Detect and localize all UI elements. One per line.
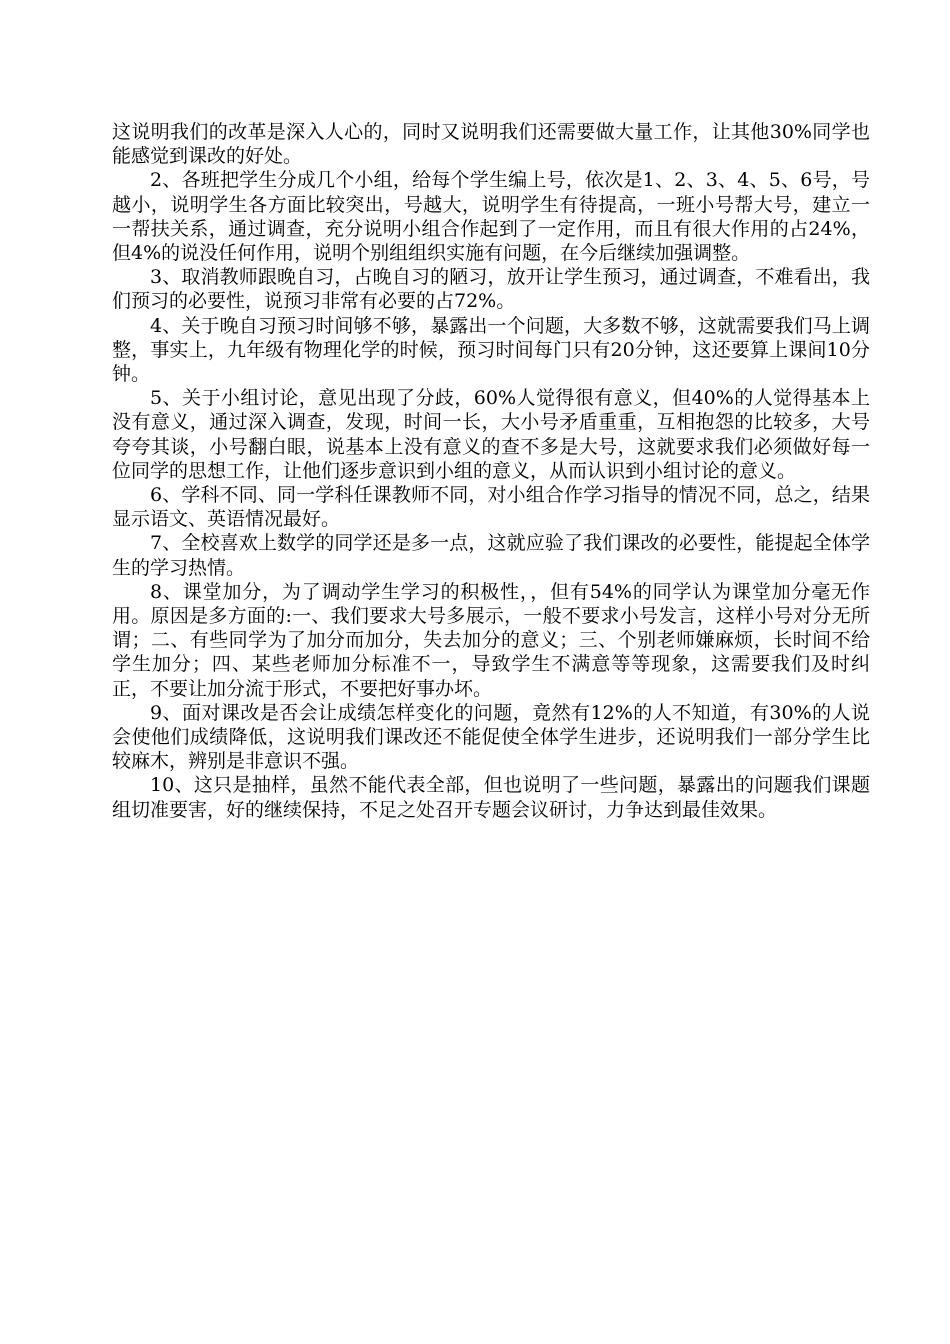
paragraph-item-2: 2、各班把学生分成几个小组，给每个学生编上号，依次是1、2、3、4、5、6号，号越小，说明学生各方面比较突出，号越大，说明学生有待提高，一班小号帮大号，建立一一帮扶关系，通过调查，充分说明小组合作起到了一定作用，而且有很大作用的占24%，但4%的说没任何作用，说明个别组组织实施有问题，在今后继续加强调整。 <box>112 169 870 265</box>
paragraph-item-3: 3、取消教师跟晚自习，占晚自习的陋习，放开让学生预习，通过调查，不难看出，我们预习的必要性，说预习非常有必要的占72%。 <box>112 266 870 313</box>
paragraph-item-7: 7、全校喜欢上数学的同学还是多一点，这就应验了我们课改的必要性，能提起全体学生的学习热情。 <box>112 532 870 579</box>
paragraph-item-6: 6、学科不同、同一学科任课教师不同，对小组合作学习指导的情况不同，总之，结果显示语文、英语情况最好。 <box>112 484 870 531</box>
document-body <box>112 120 870 822</box>
paragraph-item-8: 8、课堂加分，为了调动学生学习的积极性，，但有54%的同学认为课堂加分毫无作用。原因是多方面的:一、我们要求大号多展示，一般不要求小号发言，这样小号对分无所谓；二、有些同学为了加分而加分，失去加分的意义；三、个别老师嫌麻烦，长时间不给学生加分；四、某些老师加分标准不一，导致学生不满意等等现象，这需要我们及时纠正，不要让加分流于形式，不要把好事办坏。 <box>112 580 870 700</box>
paragraph-item-5: 5、关于小组讨论，意见出现了分歧，60%人觉得很有意义，但40%的人觉得基本上没有意义，通过深入调查，发现，时间一长，大小号矛盾重重，互相抱怨的比较多，大号夸夸其谈，小号翻白眼，说基本上没有意义的查不多是大号，这就要求我们必须做好每一位同学的思想工作，让他们逐步意识到小组的意义，从而认识到小组讨论的意义。 <box>112 387 870 482</box>
paragraph-item-9: 9、面对课改是否会让成绩怎样变化的问题，竟然有12%的人不知道，有30%的人说会使他们成绩降低，这说明我们课改还不能促使全体学生进步，还说明我们一部分学生比较麻木，辨别是非意识不强。 <box>112 701 870 773</box>
paragraph-item-4: 4、关于晚自习预习时间够不够，暴露出一个问题，大多数不够，这就需要我们马上调整，事实上，九年级有物理化学的时候，预习时间每门只有20分钟，这还要算上课间10分钟。 <box>112 314 870 386</box>
paragraph-item-10: 10、这只是抽样，虽然不能代表全部，但也说明了一些问题，暴露出的问题我们课题组切准要害，好的继续保持，不足之处召开专题会议研讨，力争达到最佳效果。 <box>112 774 870 821</box>
paragraph-continuation: 这说明我们的改革是深入人心的，同时又说明我们还需要做大量工作，让其他30%同学也能感觉到课改的好处。 <box>112 121 870 168</box>
